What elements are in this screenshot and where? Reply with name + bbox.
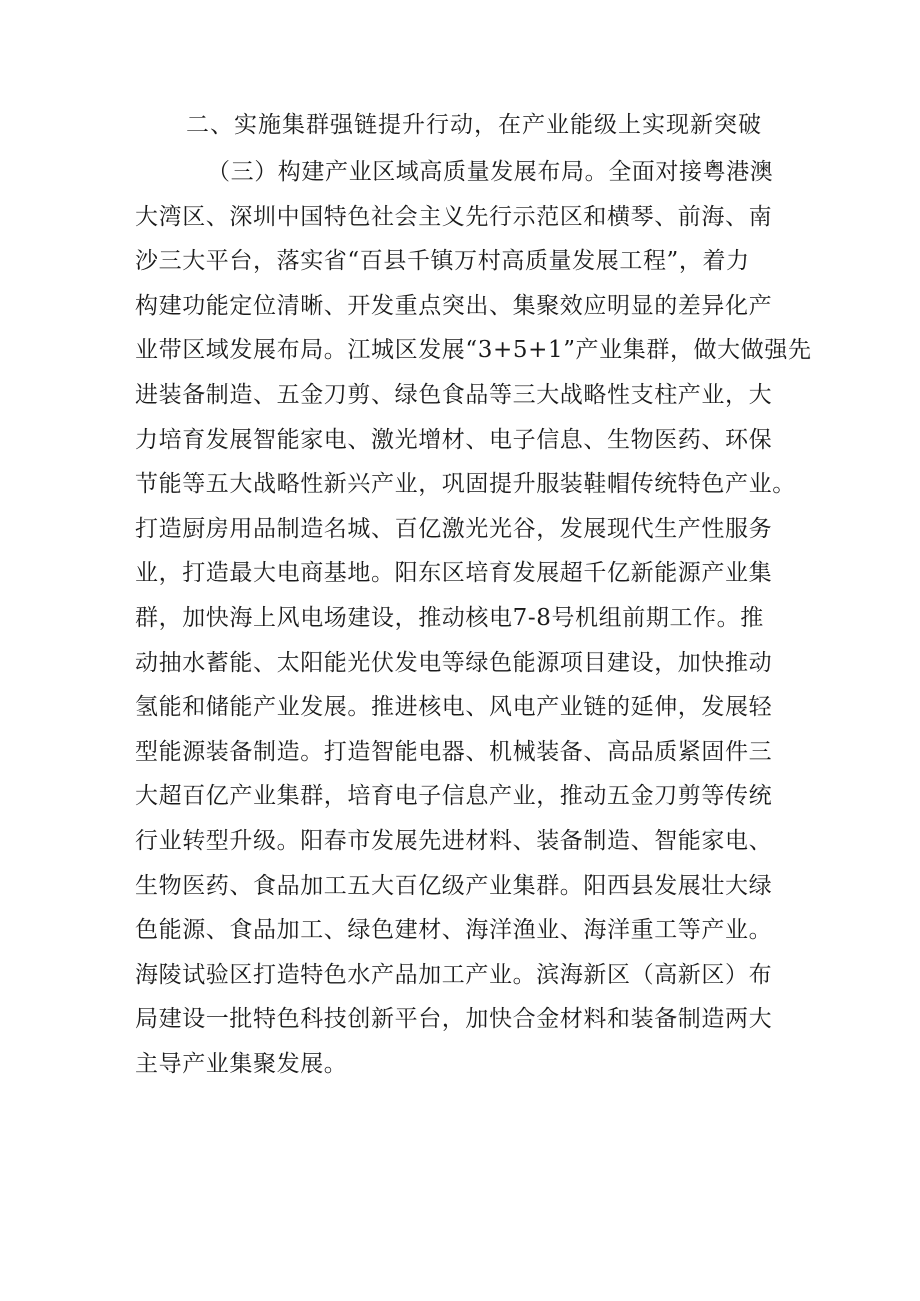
paragraph-line: 节能等五大战略性新兴产业，巩固提升服装鞋帽传统特色产业。	[135, 471, 796, 498]
paragraph-line: 局建设一批特色科技创新平台，加快合金材料和装备制造两大	[135, 1006, 773, 1033]
paragraph-line: 海陵试验区打造特色水产品加工产业。滨海新区（高新区）布	[135, 961, 773, 988]
body-paragraph	[135, 150, 812, 1086]
paragraph-line: 进装备制造、五金刀剪、绿色食品等三大战略性支柱产业，大	[135, 381, 773, 408]
paragraph-line: （三）构建产业区域高质量发展布局。全面对接粤港澳	[207, 159, 774, 185]
section-heading: 二、实施集群强链提升行动，在产业能级上实现新突破	[186, 112, 762, 138]
paragraph-line: 大湾区、深圳中国特色社会主义先行示范区和横琴、前海、南	[135, 203, 773, 230]
paragraph-line: 氢能和储能产业发展。推进核电、风电产业链的延伸，发展轻	[135, 694, 773, 721]
paragraph-line: 打造厨房用品制造名城、百亿激光光谷，发展现代生产性服务	[135, 515, 773, 542]
paragraph-line: 业带区域发展布局。江城区发展“3+5+1”产业集群，做大做强先	[135, 337, 812, 364]
paragraph-line: 沙三大平台，落实省“百县千镇万村高质量发展工程”，着力	[135, 248, 750, 275]
paragraph-line: 群，加快海上风电场建设，推动核电7-8号机组前期工作。推	[135, 604, 764, 631]
paragraph-line: 行业转型升级。阳春市发展先进材料、装备制造、智能家电、	[135, 827, 773, 854]
paragraph-line: 力培育发展智能家电、激光增材、电子信息、生物医药、环保	[135, 426, 773, 453]
paragraph-line: 动抽水蓄能、太阳能光伏发电等绿色能源项目建设，加快推动	[135, 649, 773, 676]
paragraph-line: 构建功能定位清晰、开发重点突出、集聚效应明显的差异化产	[135, 292, 773, 319]
paragraph-line: 生物医药、食品加工五大百亿级产业集群。阳西县发展壮大绿	[135, 872, 773, 899]
paragraph-line: 型能源装备制造。打造智能电器、机械装备、高品质紧固件三	[135, 738, 773, 765]
paragraph-line: 业，打造最大电商基地。阳东区培育发展超千亿新能源产业集	[135, 560, 773, 587]
paragraph-line: 大超百亿产业集群，培育电子信息产业，推动五金刀剪等传统	[135, 783, 773, 810]
paragraph-line: 色能源、食品加工、绿色建材、海洋渔业、海洋重工等产业。	[135, 917, 773, 944]
paragraph-line: 主导产业集聚发展。	[135, 1050, 348, 1077]
